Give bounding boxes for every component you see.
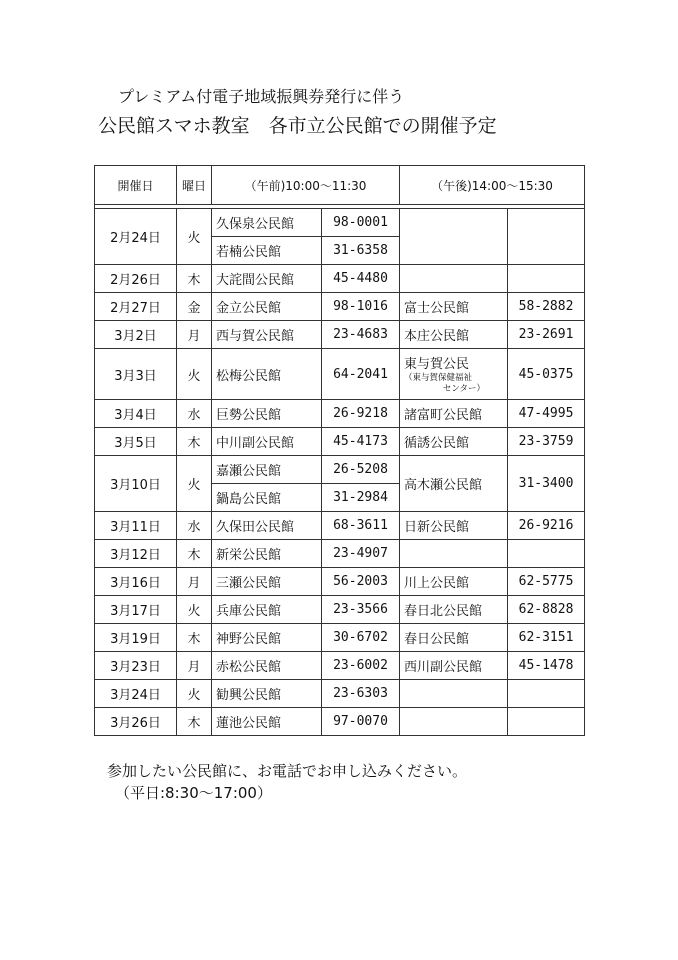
event-date: 3月19日	[95, 624, 177, 652]
footer-instruction: 参加したい公民館に、お電話でお申し込みください。	[107, 762, 468, 780]
header-date: 開催日	[95, 166, 177, 205]
table-row	[95, 540, 585, 568]
afternoon-phone: 45-1478	[508, 652, 585, 680]
table-row	[95, 349, 585, 400]
afternoon-venue	[400, 209, 508, 265]
afternoon-venue	[400, 708, 508, 736]
morning-venue: 久保田公民館	[212, 512, 322, 540]
morning-phone: 45-4173	[322, 428, 400, 456]
afternoon-venue: 富士公民館	[400, 293, 508, 321]
morning-phone: 26-9218	[322, 400, 400, 428]
event-weekday: 水	[177, 400, 212, 428]
event-weekday: 金	[177, 293, 212, 321]
table-row	[95, 209, 585, 237]
afternoon-phone: 26-9216	[508, 512, 585, 540]
afternoon-phone	[508, 708, 585, 736]
document-title: 公民館スマホ教室 各市立公民館での開催予定	[98, 115, 497, 137]
afternoon-venue	[400, 680, 508, 708]
event-weekday: 月	[177, 568, 212, 596]
afternoon-venue: 春日公民館	[400, 624, 508, 652]
event-weekday: 木	[177, 540, 212, 568]
schedule-table	[94, 165, 585, 736]
morning-venue: 中川副公民館	[212, 428, 322, 456]
morning-phone: 31-6358	[322, 237, 400, 265]
afternoon-venue-note-cont: センター）	[442, 384, 486, 394]
morning-venue: 大詫間公民館	[212, 265, 322, 293]
event-date: 3月23日	[95, 652, 177, 680]
morning-phone: 31-2984	[322, 484, 400, 512]
morning-venue: 鍋島公民館	[212, 484, 322, 512]
table-row	[95, 321, 585, 349]
header-morning: （午前)10:00～11:30	[212, 166, 400, 205]
table-row	[95, 456, 585, 484]
afternoon-phone: 62-8828	[508, 596, 585, 624]
afternoon-venue: 循誘公民館	[400, 428, 508, 456]
event-date: 3月26日	[95, 708, 177, 736]
event-weekday: 火	[177, 456, 212, 512]
afternoon-venue: 春日北公民館	[400, 596, 508, 624]
event-date: 2月27日	[95, 293, 177, 321]
table-row	[95, 568, 585, 596]
afternoon-venue: 川上公民館	[400, 568, 508, 596]
morning-phone: 97-0070	[322, 708, 400, 736]
table-row	[95, 652, 585, 680]
event-weekday: 火	[177, 680, 212, 708]
event-weekday: 水	[177, 512, 212, 540]
event-weekday: 火	[177, 349, 212, 400]
table-row	[95, 400, 585, 428]
table-row	[95, 680, 585, 708]
morning-venue: 神野公民館	[212, 624, 322, 652]
morning-phone: 30-6702	[322, 624, 400, 652]
morning-venue: 兵庫公民館	[212, 596, 322, 624]
afternoon-venue	[400, 540, 508, 568]
morning-venue: 嘉瀬公民館	[212, 456, 322, 484]
event-weekday: 月	[177, 652, 212, 680]
event-date: 3月10日	[95, 456, 177, 512]
morning-phone: 98-0001	[322, 209, 400, 237]
morning-venue: 新栄公民館	[212, 540, 322, 568]
afternoon-venue	[400, 349, 508, 400]
afternoon-venue: 本庄公民館	[400, 321, 508, 349]
afternoon-phone: 23-2691	[508, 321, 585, 349]
event-date: 3月12日	[95, 540, 177, 568]
afternoon-phone: 31-3400	[508, 456, 585, 512]
morning-phone: 26-5208	[322, 456, 400, 484]
morning-phone: 98-1016	[322, 293, 400, 321]
event-date: 3月5日	[95, 428, 177, 456]
event-weekday: 木	[177, 624, 212, 652]
afternoon-venue-name: 東与賀公民	[404, 357, 470, 372]
event-date: 3月11日	[95, 512, 177, 540]
afternoon-phone	[508, 680, 585, 708]
schedule-body	[95, 209, 585, 736]
afternoon-venue: 西川副公民館	[400, 652, 508, 680]
morning-phone: 68-3611	[322, 512, 400, 540]
footer-hours: （平日:8:30～17:00）	[115, 784, 272, 802]
morning-phone: 23-4683	[322, 321, 400, 349]
morning-phone: 23-3566	[322, 596, 400, 624]
afternoon-venue-note: （東与賀保健福祉	[404, 373, 473, 383]
morning-venue: 赤松公民館	[212, 652, 322, 680]
afternoon-phone: 58-2882	[508, 293, 585, 321]
afternoon-phone: 62-3151	[508, 624, 585, 652]
morning-venue: 三瀬公民館	[212, 568, 322, 596]
table-row	[95, 596, 585, 624]
event-date: 3月4日	[95, 400, 177, 428]
event-weekday: 木	[177, 428, 212, 456]
document-subtitle: プレミアム付電子地域振興券発行に伴う	[118, 87, 405, 106]
table-row	[95, 428, 585, 456]
morning-venue: 若楠公民館	[212, 237, 322, 265]
morning-phone: 45-4480	[322, 265, 400, 293]
afternoon-venue	[400, 265, 508, 293]
event-weekday: 木	[177, 708, 212, 736]
afternoon-phone: 47-4995	[508, 400, 585, 428]
table-row	[95, 512, 585, 540]
afternoon-phone: 45-0375	[508, 349, 585, 400]
morning-venue: 松梅公民館	[212, 349, 322, 400]
morning-phone: 23-4907	[322, 540, 400, 568]
event-weekday: 木	[177, 265, 212, 293]
afternoon-phone	[508, 209, 585, 265]
morning-phone: 23-6303	[322, 680, 400, 708]
afternoon-phone	[508, 265, 585, 293]
morning-venue: 久保泉公民館	[212, 209, 322, 237]
header-afternoon: （午後)14:00～15:30	[400, 166, 585, 205]
event-date: 3月3日	[95, 349, 177, 400]
afternoon-venue: 日新公民館	[400, 512, 508, 540]
afternoon-venue: 高木瀬公民館	[400, 456, 508, 512]
event-date: 2月26日	[95, 265, 177, 293]
table-header-row	[95, 166, 585, 205]
morning-phone: 23-6002	[322, 652, 400, 680]
event-weekday: 火	[177, 596, 212, 624]
morning-venue: 蓮池公民館	[212, 708, 322, 736]
morning-phone: 64-2041	[322, 349, 400, 400]
event-weekday: 月	[177, 321, 212, 349]
event-date: 3月16日	[95, 568, 177, 596]
event-date: 3月24日	[95, 680, 177, 708]
event-date: 2月24日	[95, 209, 177, 265]
morning-venue: 西与賀公民館	[212, 321, 322, 349]
table-row	[95, 708, 585, 736]
table-row	[95, 265, 585, 293]
header-day: 曜日	[177, 166, 212, 205]
table-row	[95, 624, 585, 652]
event-date: 3月2日	[95, 321, 177, 349]
event-weekday: 火	[177, 209, 212, 265]
morning-venue: 金立公民館	[212, 293, 322, 321]
morning-venue: 巨勢公民館	[212, 400, 322, 428]
afternoon-venue: 諸富町公民館	[400, 400, 508, 428]
morning-venue: 勧興公民館	[212, 680, 322, 708]
afternoon-phone: 23-3759	[508, 428, 585, 456]
afternoon-phone	[508, 540, 585, 568]
morning-phone: 56-2003	[322, 568, 400, 596]
table-row	[95, 293, 585, 321]
afternoon-phone: 62-5775	[508, 568, 585, 596]
event-date: 3月17日	[95, 596, 177, 624]
